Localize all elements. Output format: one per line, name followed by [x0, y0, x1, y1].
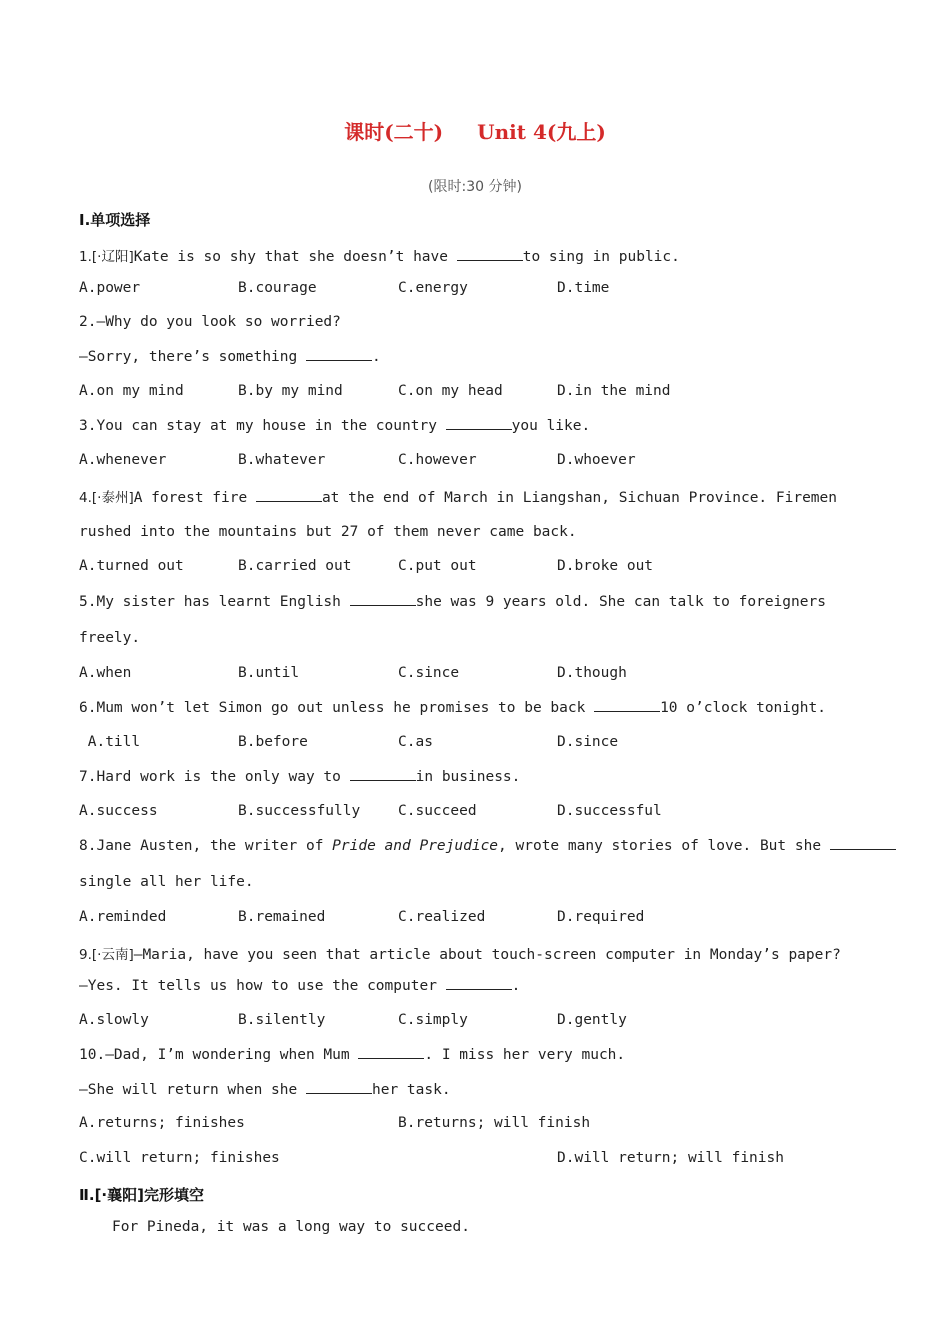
option-a[interactable]: A.till [79, 734, 141, 750]
question-5 [79, 593, 826, 610]
section-title-single-choice: Ⅰ.单项选择 [79, 211, 151, 229]
answer-blank[interactable] [830, 837, 896, 850]
option-d[interactable]: D.required [557, 909, 645, 925]
option-d[interactable]: D.broke out [557, 558, 654, 574]
option-d[interactable]: D.since [557, 734, 619, 750]
page-title [0, 116, 950, 145]
option-c[interactable]: C.since [398, 665, 460, 681]
question-10-reply-a: —She will return when she [79, 1082, 306, 1098]
answer-blank[interactable] [350, 768, 416, 781]
option-d[interactable]: D.in the mind [557, 383, 671, 399]
question-8-options [79, 909, 879, 929]
question-1-source: 1.[·辽阳] [79, 249, 134, 265]
question-9-reply [79, 977, 520, 994]
question-9-reply-a: —Yes. It tells us how to use the computer [79, 978, 446, 994]
option-c[interactable]: C.on my head [398, 383, 503, 399]
answer-blank[interactable] [457, 248, 523, 261]
question-6-text-a: 6.Mum won’t let Simon go out unless he promises to be back [79, 700, 595, 716]
question-8-text-b: , wrote many stories of love. But she [498, 838, 830, 854]
option-a[interactable]: A.slowly [79, 1012, 149, 1028]
question-10-text-b: . I miss her very much. [424, 1047, 626, 1063]
option-b[interactable]: B.carried out [238, 558, 352, 574]
question-2-options [79, 383, 879, 403]
option-b[interactable]: B.by my mind [238, 383, 343, 399]
time-limit: (限时:30 分钟) [428, 179, 522, 195]
answer-blank[interactable] [306, 348, 372, 361]
question-2-reply-b: . [371, 349, 381, 365]
question-2-reply-a: —Sorry, there’s something [79, 349, 306, 365]
answer-blank[interactable] [256, 489, 322, 502]
option-b[interactable]: B.returns; will finish [398, 1115, 591, 1131]
title-unit: Unit 4(九上) [477, 120, 606, 144]
option-c[interactable]: C.as [398, 734, 433, 750]
question-7-options [79, 803, 879, 823]
option-b[interactable]: B.successfully [238, 803, 361, 819]
question-3-text-b: you like. [511, 418, 591, 434]
question-4-source: 4.[·泰州] [79, 490, 134, 506]
answer-blank[interactable] [358, 1046, 424, 1059]
question-9-reply-b: . [511, 978, 521, 994]
option-d[interactable]: D.successful [557, 803, 662, 819]
question-10-text-a: 10.—Dad, I’m wondering when Mum [79, 1047, 359, 1063]
option-d[interactable]: D.time [557, 280, 610, 296]
answer-blank[interactable] [350, 593, 416, 606]
section-title-cloze: Ⅱ.[·襄阳]完形填空 [79, 1186, 204, 1204]
option-c[interactable]: C.realized [398, 909, 486, 925]
passage-first-line: For Pineda, it was a long way to succeed. [112, 1219, 470, 1235]
question-9-options [79, 1012, 879, 1032]
question-9 [79, 943, 841, 963]
question-2: 2.—Why do you look so worried? [79, 314, 341, 330]
question-10-reply [79, 1081, 451, 1098]
option-b[interactable]: B.whatever [238, 452, 326, 468]
question-6-text-b: 10 o’clock tonight. [660, 700, 826, 716]
question-2-reply [79, 348, 381, 365]
title-lesson: 课时(二十) [344, 120, 444, 144]
option-d[interactable]: D.gently [557, 1012, 627, 1028]
option-c[interactable]: C.however [398, 452, 477, 468]
question-3-options [79, 452, 879, 472]
question-1 [79, 245, 680, 265]
question-6 [79, 699, 826, 716]
question-8-continued: single all her life. [79, 874, 254, 890]
question-4-continued: rushed into the mountains but 27 of them never came back. [79, 524, 577, 540]
question-7-text-a: 7.Hard work is the only way to [79, 769, 350, 785]
question-1-text-a: Kate is so shy that she doesn’t have [133, 249, 457, 265]
option-b[interactable]: B.remained [238, 909, 326, 925]
question-1-text-b: to sing in public. [522, 249, 680, 265]
question-3 [79, 417, 590, 434]
question-4-text-a: A forest fire [133, 490, 256, 506]
option-a[interactable]: A.whenever [79, 452, 167, 468]
option-a[interactable]: A.success [79, 803, 158, 819]
option-b[interactable]: B.before [238, 734, 308, 750]
question-10 [79, 1046, 625, 1063]
question-10-options-row1 [79, 1115, 879, 1135]
question-4 [79, 486, 837, 506]
option-a[interactable]: A.returns; finishes [79, 1115, 245, 1131]
question-5-text-a: 5.My sister has learnt English [79, 594, 350, 610]
option-c[interactable]: C.will return; finishes [79, 1150, 280, 1166]
option-b[interactable]: B.courage [238, 280, 317, 296]
book-title: Pride and Prejudice [332, 838, 499, 854]
question-5-text-b: she was 9 years old. She can talk to foreigners [415, 594, 826, 610]
question-4-text-b: at the end of March in Liangshan, Sichuan Province. Firemen [321, 490, 837, 506]
question-7 [79, 768, 520, 785]
question-10-options-row2 [79, 1150, 879, 1170]
option-b[interactable]: B.silently [238, 1012, 326, 1028]
question-1-options [79, 280, 879, 300]
option-a[interactable]: A.reminded [79, 909, 167, 925]
option-a[interactable]: A.power [79, 280, 141, 296]
question-9-text-a: —Maria, have you seen that article about touch-screen computer in Monday’s paper? [133, 947, 841, 963]
option-a[interactable]: A.when [79, 665, 132, 681]
question-5-continued: freely. [79, 630, 141, 646]
question-3-text-a: 3.You can stay at my house in the country [79, 418, 446, 434]
option-d[interactable]: D.though [557, 665, 627, 681]
option-d[interactable]: D.whoever [557, 452, 636, 468]
question-8 [79, 837, 896, 854]
question-8-text-a: 8.Jane Austen, the writer of [79, 838, 333, 854]
question-10-reply-b: her task. [371, 1082, 451, 1098]
option-c[interactable]: C.succeed [398, 803, 477, 819]
answer-blank[interactable] [594, 699, 660, 712]
option-c[interactable]: C.simply [398, 1012, 468, 1028]
option-c[interactable]: C.energy [398, 280, 468, 296]
option-c[interactable]: C.put out [398, 558, 477, 574]
answer-blank[interactable] [446, 417, 512, 430]
option-a[interactable]: A.on my mind [79, 383, 184, 399]
option-a[interactable]: A.turned out [79, 558, 184, 574]
option-b[interactable]: B.until [238, 665, 300, 681]
option-d[interactable]: D.will return; will finish [557, 1150, 784, 1166]
question-7-text-b: in business. [415, 769, 521, 785]
answer-blank[interactable] [306, 1081, 372, 1094]
question-5-options [79, 665, 879, 685]
answer-blank[interactable] [446, 977, 512, 990]
question-6-options [79, 734, 879, 754]
question-4-options [79, 558, 879, 578]
question-9-source: 9.[·云南] [79, 947, 134, 963]
